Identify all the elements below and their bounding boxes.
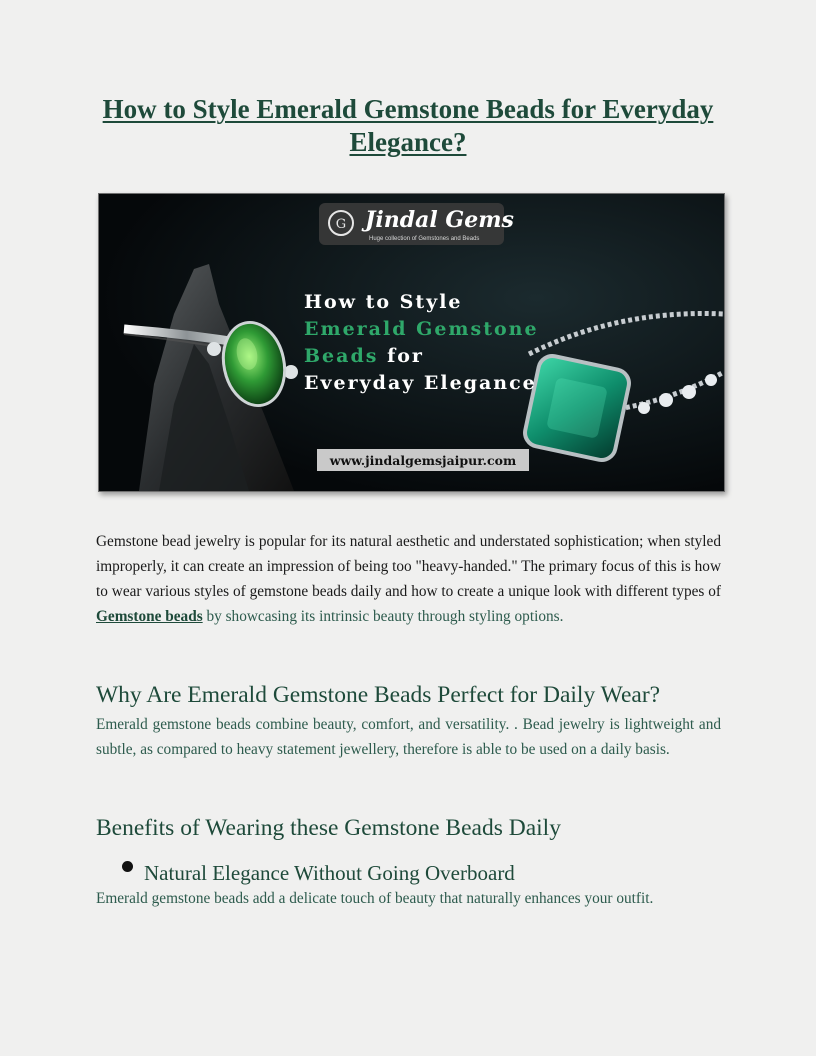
banner-website: www.jindalgemsjaipur.com bbox=[329, 453, 517, 468]
banner-headline-line bbox=[304, 372, 537, 394]
svg-text:G: G bbox=[335, 217, 347, 232]
intro-text-after-link: by showcasing its intrinsic beauty through styling options. bbox=[202, 608, 564, 625]
banner-headline-text: Everyday Elegance bbox=[304, 372, 537, 394]
banner-headline-line bbox=[304, 345, 424, 367]
intro-text: Gemstone bead jewelry is popular for its natural aesthetic and understated sophistication; when styled improperly, it can create an impression of being too "heavy-handed." The primary focus of this is how to wear various styles of gemstone beads daily and how to create a unique look with different types of bbox=[96, 533, 721, 600]
article-title: How to Style Emerald Gemstone Beads for Everyday Elegance? bbox=[102, 94, 714, 157]
banner-logo-name: Jindal Gems bbox=[365, 207, 514, 233]
gemstone-beads-link[interactable]: Gemstone beads bbox=[96, 608, 203, 625]
banner-image bbox=[98, 193, 725, 492]
banner-logo-tagline: Huge collection of Gemstones and Beads bbox=[369, 236, 480, 242]
list-item-body: Emerald gemstone beads add a delicate touch of beauty that naturally enhances your outfit. bbox=[96, 890, 654, 907]
banner-headline-text: for bbox=[378, 345, 424, 367]
banner-headline-text: How to Style bbox=[304, 291, 463, 313]
section-heading-daily-wear: Why Are Emerald Gemstone Beads Perfect for Daily Wear? bbox=[96, 682, 661, 708]
intro-paragraph bbox=[96, 529, 721, 629]
section-body-daily-wear: Emerald gemstone beads combine beauty, comfort, and versatility. . Bead jewelry is lightweight and subtle, as compared to heavy statement jewellery, therefore is able to be used on a daily basis. bbox=[96, 716, 721, 758]
list-item-title: Natural Elegance Without Going Overboard bbox=[144, 861, 515, 885]
section-heading-benefits: Benefits of Wearing these Gemstone Beads Daily bbox=[96, 815, 561, 841]
banner-headline-highlight: Beads bbox=[304, 345, 379, 367]
list-bullet bbox=[122, 861, 133, 872]
banner-headline-line bbox=[304, 291, 463, 313]
banner-headline-highlight: Emerald Gemstone bbox=[304, 318, 539, 340]
banner-headline-line bbox=[304, 318, 539, 340]
